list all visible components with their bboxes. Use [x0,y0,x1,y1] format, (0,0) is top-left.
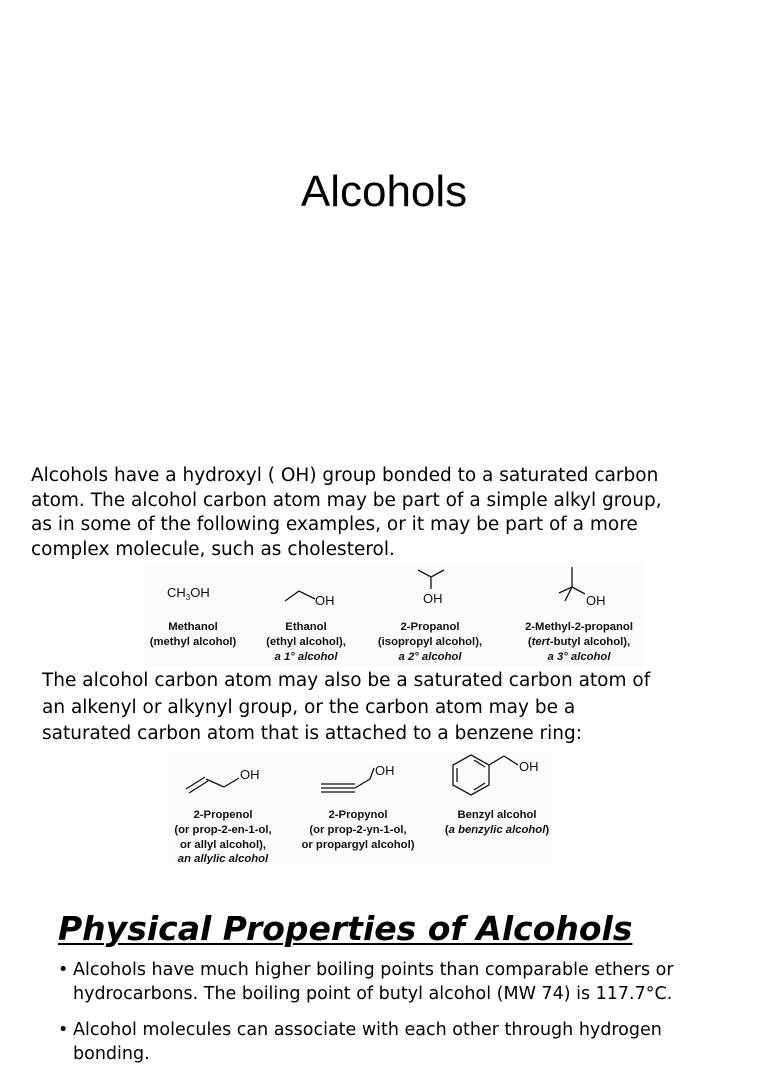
alcohol-structures-svg [143,563,643,667]
propanol-name: 2-Propanol [400,621,460,633]
propenol-class: an allylic alcohol [177,853,269,864]
propenol-skeleton [186,777,205,789]
propynol-oh-label: OH [375,763,395,778]
intro-paragraph: Alcohols have a hydroxyl ( OH) group bonded to a saturated carbon atom. The alcohol carbon atom may be part of a simple alkyl group, as in some of the following examples, or it may be part of a more complex molecule, such as cholesterol. [31,465,662,560]
ethanol-oh-label: OH [315,593,335,608]
benzyl-ch2-bond [489,756,504,765]
methylpropanol-class: a 3° alcohol [547,651,611,663]
propenol-line2: (or prop-2-en-1-ol, [174,824,272,836]
ethanol-common-name: (ethyl alcohol), [266,636,346,648]
propynol-line2: (or prop-2-yn-1-ol, [309,824,407,836]
bullet-glyph: • [58,960,69,980]
bullet-glyph: • [58,1020,69,1040]
propanol-common-name: (isopropyl alcohol), [377,636,483,648]
methanol-formula: $CH_3OH$ [167,585,210,602]
propanol-oh-label: OH [423,591,443,606]
ethanol-class: a 1° alcohol [274,651,338,663]
propanol-skeleton [418,570,444,577]
ethanol-skeleton [285,591,315,601]
benzene-ring [453,755,489,795]
propenol-name: 2-Propenol [193,809,253,821]
slide-title: Alcohols [300,167,468,216]
methanol-name: Methanol [168,621,218,633]
bullet-item [58,1018,708,1066]
benzyl-class: (a benzylic alcohol) [444,824,550,836]
benzyl-oh-label: OH [519,759,539,774]
bullet-text: Alcohols have much higher boiling points than comparable ethers or hydrocarbons. The boiling point of butyl alcohol (MW 74) is 117.7°C. [73,960,674,1004]
ethanol-name: Ethanol [285,621,327,633]
alcohol-examples-figure [143,563,643,667]
second-paragraph: The alcohol carbon atom may also be a saturated carbon atom of an alkenyl or alkynyl group, or the carbon atom may be a saturated carbon atom that is attached to a benzene ring: [42,670,651,744]
methanol-common-name: (methyl alcohol) [149,636,237,648]
methylpropanol-common-name: (tert-butyl alcohol), [527,636,631,648]
unsaturated-structures-svg [170,752,554,864]
bullet-text: Alcohol molecules can associate with each other through hydrogen bonding. [73,1020,662,1064]
unsaturated-alcohols-figure [170,752,554,864]
benzyl-name: Benzyl alcohol [457,809,537,821]
bullet-item [58,958,708,1006]
propynol-line3: or propargyl alcohol) [301,839,415,851]
properties-bullet-list [58,958,708,1078]
propenol-oh-label: OH [240,767,260,782]
propanol-class: a 2° alcohol [398,651,462,663]
propynol-name: 2-Propynol [328,809,388,821]
methylpropanol-name: 2-Methyl-2-propanol [525,621,633,633]
methylpropanol-oh-label: OH [586,593,606,608]
propenol-line3: or allyl alcohol), [179,839,267,851]
section-heading: Physical Properties of Alcohols [58,909,633,948]
